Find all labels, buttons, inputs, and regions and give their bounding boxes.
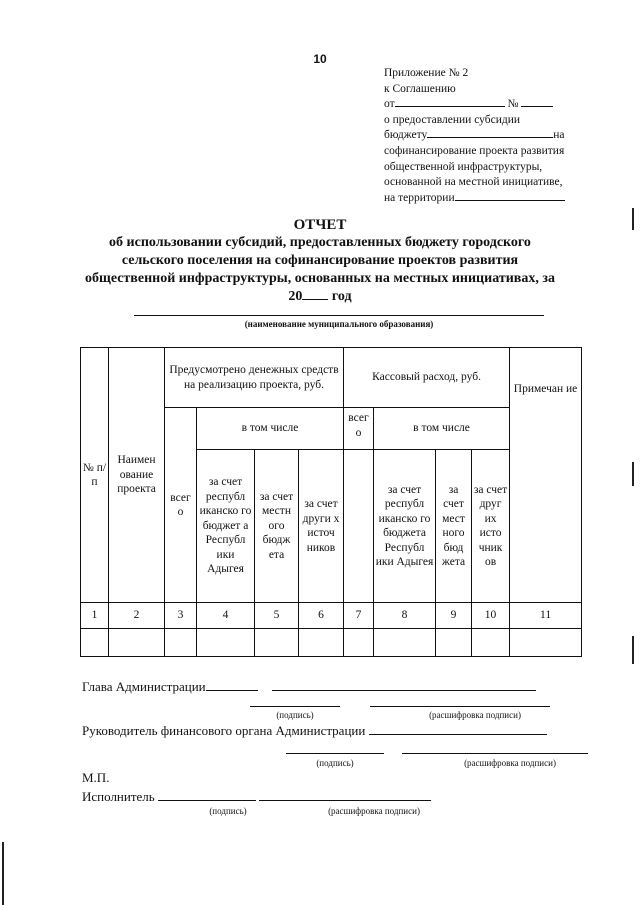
appendix-line: на территории xyxy=(384,191,624,207)
appendix-line: от № xyxy=(384,97,624,113)
head-decode-caption: (расшифровка подписи) xyxy=(429,710,521,720)
report-subtitle: общественной инфраструктуры, основанных на местных инициативах, за xyxy=(85,271,555,286)
finance-head-label: Руководитель финансового органа Администрации xyxy=(82,723,366,738)
header-project-name: Наимен ование проекта xyxy=(109,348,165,603)
column-number: 3 xyxy=(165,603,197,629)
column-number: 8 xyxy=(374,603,436,629)
table-cell xyxy=(81,629,109,657)
table-cell xyxy=(299,629,344,657)
page-number: 10 xyxy=(313,52,327,66)
appendix-line: к Соглашению xyxy=(384,82,456,95)
appendix-line: Приложение № 2 xyxy=(384,67,469,79)
column-number-row xyxy=(81,603,582,629)
scan-edge-mark xyxy=(632,208,634,230)
table-cell xyxy=(472,629,510,657)
header-planned-funds: Предусмотрено денежных средств на реализацию проекта, руб. xyxy=(165,348,344,408)
column-number: 5 xyxy=(255,603,299,629)
table-cell xyxy=(197,629,255,657)
head-sign-caption: (подпись) xyxy=(276,710,314,720)
finance-decode-line xyxy=(402,753,588,754)
column-number: 9 xyxy=(436,603,472,629)
column-number: 10 xyxy=(472,603,510,629)
executor-label: Исполнитель xyxy=(82,789,155,804)
column-number: 2 xyxy=(109,603,165,629)
executor-decode-caption: (расшифровка подписи) xyxy=(328,806,420,816)
empty-data-row xyxy=(81,629,582,657)
report-subtitle: сельского поселения на софинансирование проектов развития xyxy=(121,253,519,268)
header-local-budget-planned: за счет местн ого бюдж ета xyxy=(255,450,299,603)
table-cell xyxy=(344,629,374,657)
appendix-block xyxy=(384,66,624,206)
appendix-line: софинансирование проекта развития xyxy=(384,144,565,157)
executor-signature-row xyxy=(82,788,431,805)
column-number: 11 xyxy=(510,603,582,629)
scan-edge-mark xyxy=(2,842,4,905)
appendix-line: бюджету на xyxy=(384,129,565,142)
header-total-cash: всег о xyxy=(344,408,374,450)
column-number: 1 xyxy=(81,603,109,629)
column-number: 7 xyxy=(344,603,374,629)
head-signature-row xyxy=(82,678,536,695)
scan-edge-mark xyxy=(632,636,634,664)
table-cell xyxy=(109,629,165,657)
report-title-block xyxy=(60,216,580,306)
executor-sign-caption: (подпись) xyxy=(209,806,247,816)
report-subtitle: об использовании субсидий, предоставленных бюджету городского xyxy=(109,235,531,250)
header-local-budget-cash: за счет мест ного бюд жета xyxy=(436,450,472,603)
stamp-place-label: М.П. xyxy=(82,770,110,785)
table-cell xyxy=(510,629,582,657)
header-including-cash: в том числе xyxy=(374,408,510,450)
head-sign-line xyxy=(250,706,340,707)
municipality-line xyxy=(134,315,544,316)
header-republican-budget-planned: за счет республ иканско го бюджет а Республ ики Адыгея xyxy=(197,450,255,603)
header-including-planned: в том числе xyxy=(197,408,344,450)
finance-sign-line xyxy=(286,753,384,754)
table-cell xyxy=(255,629,299,657)
header-note: Примечан ие xyxy=(510,348,582,603)
report-title: ОТЧЕТ xyxy=(293,217,347,233)
table-cell xyxy=(165,629,197,657)
finance-signature-row xyxy=(82,722,547,739)
appendix-line: о предоставлении субсидии xyxy=(384,113,521,126)
finance-sign-caption: (подпись) xyxy=(316,758,354,768)
report-year: 20 год xyxy=(288,289,352,304)
finance-decode-caption: (расшифровка подписи) xyxy=(464,758,556,768)
appendix-line: основанной на местной инициативе, xyxy=(384,176,563,189)
header-number: № п/п xyxy=(81,348,109,603)
header-total-cash-empty xyxy=(344,450,374,603)
report-table xyxy=(80,347,582,657)
scan-edge-mark xyxy=(632,462,634,486)
header-cash-expense: Кассовый расход, руб. xyxy=(344,348,510,408)
header-total-planned: всег о xyxy=(165,408,197,603)
appendix-line: общественной инфраструктуры, xyxy=(384,160,543,173)
municipality-caption: (наименование муниципального образования) xyxy=(244,319,434,329)
header-republican-budget-cash: за счет республ иканско го бюджета Республ ики Адыгея xyxy=(374,450,436,603)
header-other-sources-planned: за счет други х источ ников xyxy=(299,450,344,603)
column-number: 4 xyxy=(197,603,255,629)
table-cell xyxy=(436,629,472,657)
header-other-sources-cash: за счет друг их исто чник ов xyxy=(472,450,510,603)
column-number: 6 xyxy=(299,603,344,629)
head-label: Глава Администрации xyxy=(82,679,206,694)
head-decode-line xyxy=(370,706,550,707)
table-cell xyxy=(374,629,436,657)
